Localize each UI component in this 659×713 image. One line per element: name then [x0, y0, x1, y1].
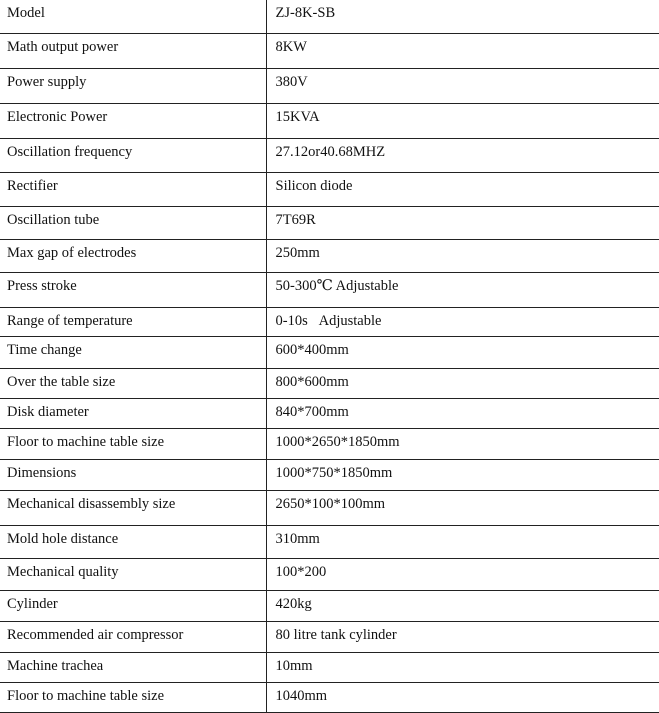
spec-value-cell: [266, 68, 659, 103]
spec-label-cell: [0, 652, 266, 682]
spec-label: Over the table size: [7, 369, 266, 391]
table-row: [0, 0, 659, 33]
spec-value: 10mm: [276, 653, 659, 675]
table-row: [0, 368, 659, 398]
spec-value-cell: [266, 206, 659, 239]
spec-label-cell: [0, 336, 266, 368]
spec-label: Mechanical quality: [7, 559, 266, 581]
table-row: [0, 33, 659, 68]
table-row: [0, 68, 659, 103]
spec-label: Oscillation tube: [7, 207, 266, 229]
spec-label: Mechanical disassembly size: [7, 491, 266, 513]
table-row: [0, 398, 659, 428]
table-row: [0, 272, 659, 307]
spec-label: Press stroke: [7, 273, 266, 295]
spec-value-cell: [266, 459, 659, 490]
spec-label-cell: [0, 558, 266, 590]
spec-value: 1000*750*1850mm: [276, 460, 659, 482]
spec-value: 380V: [276, 69, 659, 91]
spec-value: 1000*2650*1850mm: [276, 429, 659, 451]
spec-label: Electronic Power: [7, 104, 266, 126]
spec-value-cell: [266, 336, 659, 368]
spec-label-cell: [0, 428, 266, 459]
table-row: [0, 103, 659, 138]
spec-label: Disk diameter: [7, 399, 266, 421]
spec-label-cell: [0, 138, 266, 172]
table-row: [0, 558, 659, 590]
spec-value-cell: [266, 490, 659, 525]
spec-label-cell: [0, 103, 266, 138]
spec-label: Cylinder: [7, 591, 266, 613]
spec-value: 840*700mm: [276, 399, 659, 421]
spec-label-cell: [0, 590, 266, 621]
spec-label: Mold hole distance: [7, 526, 266, 548]
spec-value-cell: [266, 682, 659, 712]
spec-value: 27.12or40.68MHZ: [276, 139, 659, 161]
table-row: [0, 138, 659, 172]
table-row: [0, 490, 659, 525]
spec-value: 100*200: [276, 559, 659, 581]
spec-label: Power supply: [7, 69, 266, 91]
spec-value-cell: [266, 558, 659, 590]
spec-label: Recommended air compressor: [7, 622, 266, 644]
spec-label: Model: [7, 0, 266, 22]
table-row: [0, 239, 659, 272]
spec-label: Machine trachea: [7, 653, 266, 675]
spec-value: 0-10s Adjustable: [276, 308, 659, 330]
spec-label: Range of temperature: [7, 308, 266, 330]
spec-label: Oscillation frequency: [7, 139, 266, 161]
spec-label-cell: [0, 682, 266, 712]
spec-label: Dimensions: [7, 460, 266, 482]
spec-value-cell: [266, 138, 659, 172]
table-row: [0, 590, 659, 621]
spec-value: 15KVA: [276, 104, 659, 126]
spec-label-cell: [0, 272, 266, 307]
spec-label-cell: [0, 459, 266, 490]
table-row: [0, 206, 659, 239]
spec-label-cell: [0, 490, 266, 525]
spec-value-cell: [266, 428, 659, 459]
table-row: [0, 428, 659, 459]
spec-label: Max gap of electrodes: [7, 240, 266, 262]
spec-value: 310mm: [276, 526, 659, 548]
spec-value-cell: [266, 172, 659, 206]
spec-label-cell: [0, 525, 266, 558]
spec-label-cell: [0, 68, 266, 103]
spec-value-cell: [266, 525, 659, 558]
spec-label-cell: [0, 0, 266, 33]
spec-value: 80 litre tank cylinder: [276, 622, 659, 644]
spec-label: Rectifier: [7, 173, 266, 195]
spec-label: Time change: [7, 337, 266, 359]
spec-value: 420kg: [276, 591, 659, 613]
spec-value: 250mm: [276, 240, 659, 262]
spec-label-cell: [0, 206, 266, 239]
spec-label: Floor to machine table size: [7, 683, 266, 705]
spec-value-cell: [266, 368, 659, 398]
spec-value-cell: [266, 239, 659, 272]
spec-label-cell: [0, 368, 266, 398]
table-row: [0, 652, 659, 682]
spec-label: Floor to machine table size: [7, 429, 266, 451]
spec-value-cell: [266, 103, 659, 138]
table-row: [0, 459, 659, 490]
spec-value: 8KW: [276, 34, 659, 56]
spec-label-cell: [0, 33, 266, 68]
spec-label-cell: [0, 172, 266, 206]
spec-value-cell: [266, 307, 659, 336]
spec-value-cell: [266, 398, 659, 428]
spec-value: ZJ-8K-SB: [276, 0, 659, 22]
spec-label-cell: [0, 239, 266, 272]
spec-value: Silicon diode: [276, 173, 659, 195]
table-row: [0, 525, 659, 558]
spec-label-cell: [0, 398, 266, 428]
spec-value: 2650*100*100mm: [276, 491, 659, 513]
spec-value: 7T69R: [276, 207, 659, 229]
spec-value-cell: [266, 0, 659, 33]
spec-value: 50-300℃ Adjustable: [276, 273, 659, 295]
spec-value-cell: [266, 621, 659, 652]
spec-label: Math output power: [7, 34, 266, 56]
spec-value: 800*600mm: [276, 369, 659, 391]
spec-value-cell: [266, 272, 659, 307]
table-row: [0, 307, 659, 336]
spec-value: 600*400mm: [276, 337, 659, 359]
spec-value-cell: [266, 652, 659, 682]
table-row: [0, 621, 659, 652]
table-row: [0, 172, 659, 206]
spec-value: 1040mm: [276, 683, 659, 705]
spec-value-cell: [266, 590, 659, 621]
table-row: [0, 682, 659, 712]
spec-label-cell: [0, 621, 266, 652]
spec-label-cell: [0, 307, 266, 336]
spec-value-cell: [266, 33, 659, 68]
table-row: [0, 336, 659, 368]
